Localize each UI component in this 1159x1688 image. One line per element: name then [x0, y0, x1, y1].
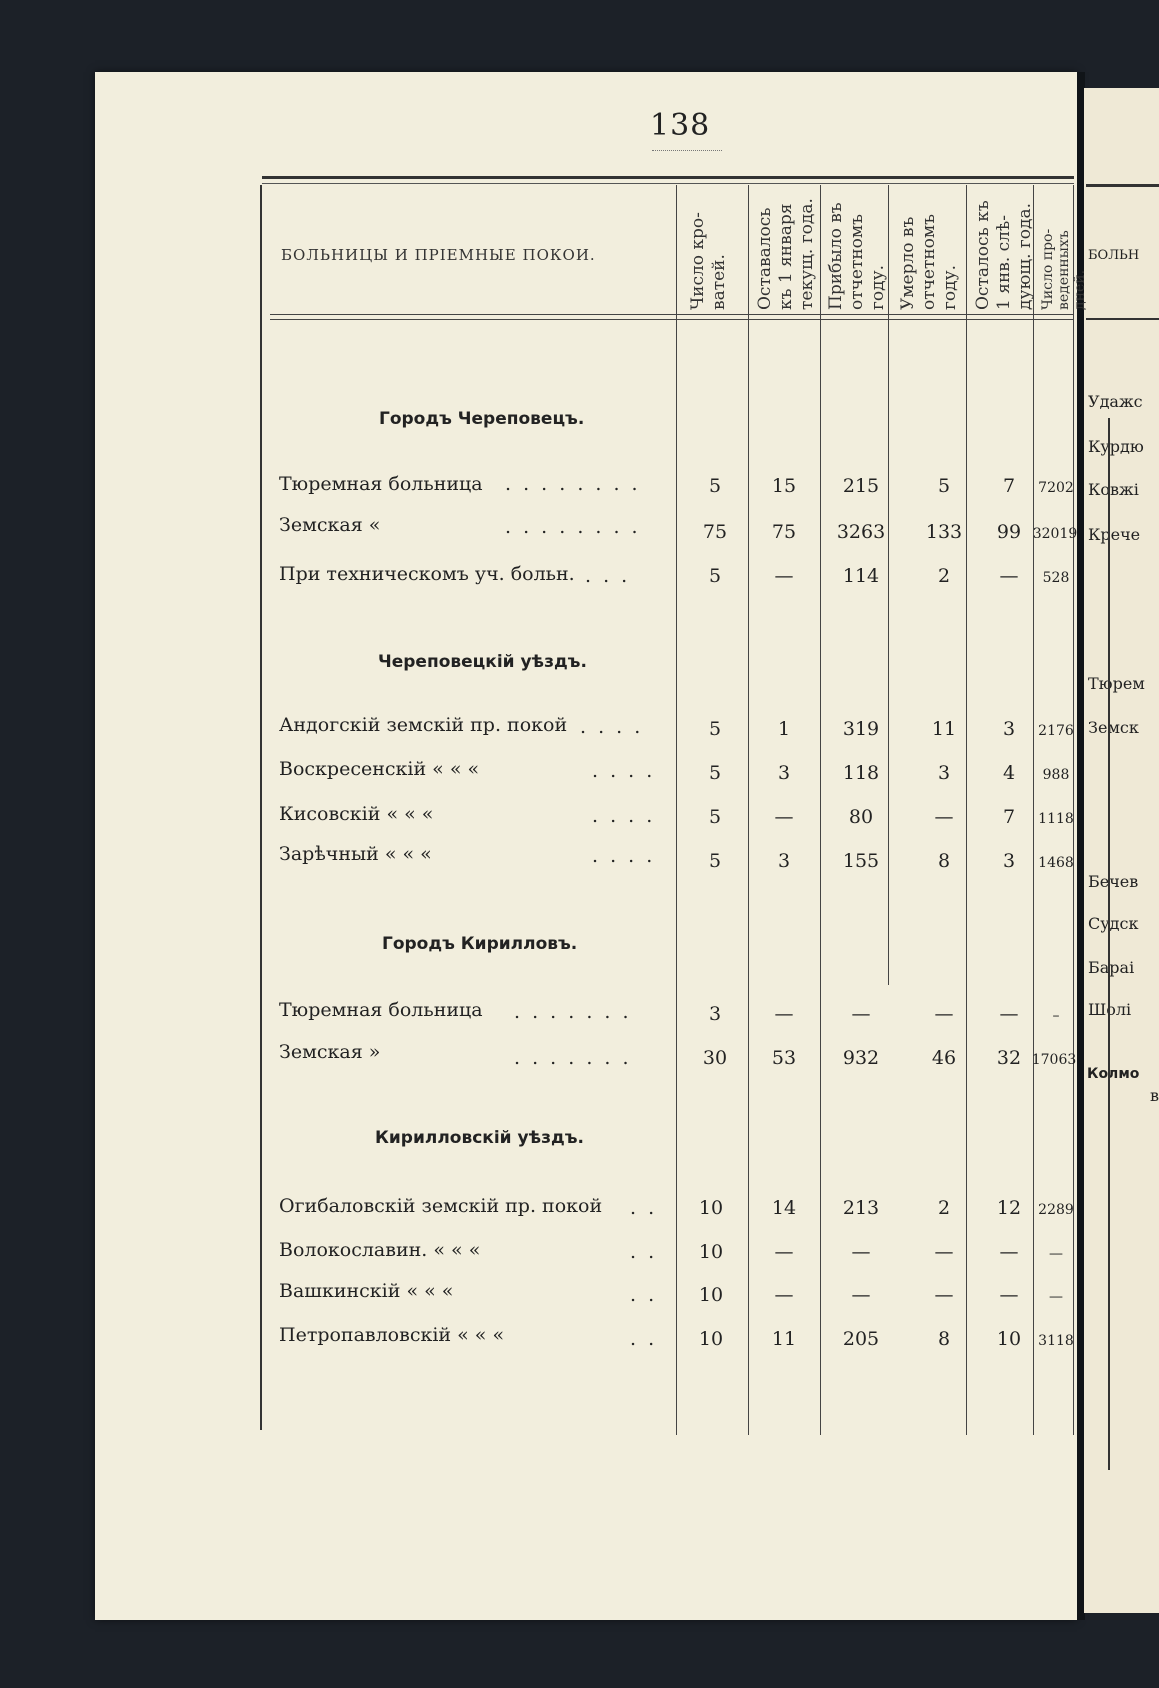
page-number-ornament [652, 147, 722, 151]
table-cell: 5 [708, 806, 722, 828]
table-cell: — [774, 806, 794, 828]
row-leader: . . . . . . . . [505, 516, 641, 538]
table-cell: 5 [708, 475, 722, 497]
facing-rule-head [1086, 318, 1159, 320]
table-cell: 1118 [1038, 811, 1074, 827]
table-cell: 75 [702, 521, 728, 543]
table-cell: 155 [842, 850, 880, 872]
row-label: Земская » [279, 1041, 381, 1063]
table-cell: — [934, 1241, 954, 1263]
row-label: Волокославин. « « « [279, 1239, 481, 1261]
table-cell: 2176 [1038, 723, 1074, 739]
table-cell: — [999, 1241, 1019, 1263]
table-cell: 4 [1002, 762, 1016, 784]
table-cell: 205 [842, 1328, 880, 1350]
table-cell: 114 [842, 565, 880, 587]
row-leader: . . . . . . . [514, 1001, 632, 1023]
table-cell: 80 [848, 806, 874, 828]
column-divider [748, 185, 749, 1435]
table-title: БОЛЬНИЦЫ И ПРІЕМНЫЕ ПОКОИ. [281, 246, 596, 264]
table-cell: 30 [702, 1047, 728, 1069]
table-cell: 3 [708, 1003, 722, 1025]
table-cell: — [774, 1284, 794, 1306]
table-cell: 15 [771, 475, 797, 497]
table-cell: 17063 [1031, 1052, 1077, 1068]
table-cell: 215 [842, 475, 880, 497]
table-cell: 2289 [1038, 1202, 1074, 1218]
table-cell: 528 [1042, 570, 1070, 586]
table-cell: 5 [708, 762, 722, 784]
table-cell: 3 [1002, 718, 1016, 740]
facing-row: Кречe [1088, 525, 1141, 544]
table-cell: 3 [937, 762, 951, 784]
facing-row: Бечев [1088, 872, 1139, 891]
table-cell: 12 [996, 1197, 1022, 1219]
table-header-rule-thin [270, 319, 1074, 320]
column-header: Осталось къ 1 янв. слѣ- дующ. года. [973, 200, 1035, 310]
table-cell: 3263 [836, 521, 886, 543]
table-cell: 3 [1002, 850, 1016, 872]
table-cell: 5 [708, 565, 722, 587]
row-leader: . . . . . . . . [505, 473, 641, 495]
row-leader: . . . [585, 565, 631, 587]
table-cell: — [934, 1284, 954, 1306]
table-cell: — [999, 565, 1019, 587]
table-cell: 7202 [1038, 480, 1074, 496]
table-cell: 5 [708, 850, 722, 872]
table-cell: 5 [708, 718, 722, 740]
table-cell: 10 [996, 1328, 1022, 1350]
table-cell: 2 [937, 565, 951, 587]
facing-row: Колмо [1087, 1066, 1140, 1082]
table-top-rule-thin [262, 183, 1074, 184]
table-cell: 10 [698, 1284, 724, 1306]
row-label: Тюремная больница [279, 473, 483, 495]
table-header-rule [270, 314, 1074, 315]
table-cell: — [851, 1284, 871, 1306]
row-leader: . . . . [592, 805, 656, 827]
table-cell: 118 [842, 762, 880, 784]
facing-row: в [1150, 1086, 1159, 1105]
table-cell: 11 [931, 718, 957, 740]
column-header: Число кро- ватей. [688, 212, 729, 310]
row-leader: . . . . [592, 760, 656, 782]
row-label: Воскресенскій « « « [279, 758, 480, 780]
facing-header: БОЛЬН [1088, 248, 1140, 263]
row-label: Петропавловскій « « « [279, 1324, 505, 1346]
row-leader: . . . . . . . [514, 1047, 632, 1069]
table-cell: 3 [777, 850, 791, 872]
row-leader: . . [630, 1241, 658, 1263]
row-label: Земская « [279, 514, 381, 536]
column-header: Прибыло въ отчетномъ году. [826, 202, 888, 310]
table-cell: 5 [937, 475, 951, 497]
table-cell: 932 [842, 1047, 880, 1069]
facing-row: Шолі [1088, 1000, 1132, 1019]
table-left-bar [260, 185, 262, 1430]
table-cell: 213 [842, 1197, 880, 1219]
column-header: Умерло въ отчетномъ году. [898, 214, 960, 310]
column-header: Число про- веденныхъ дней. [1040, 228, 1088, 310]
row-leader: . . . . [592, 845, 656, 867]
table-cell: 133 [925, 521, 963, 543]
page-number: 138 [650, 108, 711, 143]
facing-row: Земск [1088, 718, 1139, 737]
table-cell: 8 [937, 850, 951, 872]
facing-row: Тюрем [1088, 674, 1145, 693]
facing-row: Курдю [1088, 437, 1144, 456]
table-cell: 99 [996, 521, 1022, 543]
table-cell: — [774, 1003, 794, 1025]
facing-page [1084, 88, 1159, 1613]
table-cell: 3 [777, 762, 791, 784]
section-title: Городъ Череповецъ. [379, 409, 585, 429]
facing-row: Судск [1088, 914, 1139, 933]
table-cell: — [999, 1284, 1019, 1306]
table-cell: 2 [937, 1197, 951, 1219]
facing-row: Ковжі [1088, 480, 1139, 499]
table-cell: 988 [1042, 767, 1070, 783]
table-cell: — [851, 1241, 871, 1263]
table-cell: 10 [698, 1328, 724, 1350]
table-cell: — [934, 1003, 954, 1025]
table-cell: 11 [771, 1328, 797, 1350]
table-cell: – [1052, 1008, 1060, 1024]
table-cell: 10 [698, 1197, 724, 1219]
table-cell: 3118 [1038, 1333, 1074, 1349]
facing-left-bar [1108, 418, 1110, 1470]
section-title: Кирилловскій уѣздъ. [375, 1128, 584, 1148]
row-label: Андогскій земскій пр. покой [279, 714, 568, 736]
table-cell: 7 [1002, 806, 1016, 828]
table-cell: — [774, 1241, 794, 1263]
row-leader: . . [630, 1328, 658, 1350]
table-cell: 7 [1002, 475, 1016, 497]
row-leader: . . . . [580, 716, 644, 738]
table-cell: — [774, 565, 794, 587]
table-cell: — [934, 806, 954, 828]
column-header: Оставалось къ 1 января текущ. года. [755, 198, 817, 310]
table-cell: 32019 [1032, 526, 1078, 542]
row-label: При техническомъ уч. больн. [279, 563, 575, 585]
row-label: Тюремная больница [279, 999, 483, 1021]
table-cell: — [1049, 1246, 1063, 1262]
table-cell: 10 [698, 1241, 724, 1263]
row-leader: . . [630, 1197, 658, 1219]
table-cell: 46 [931, 1047, 957, 1069]
facing-row: Бараі [1088, 958, 1135, 977]
row-label: Зарѣчный « « « [279, 843, 432, 865]
column-divider [820, 185, 821, 1435]
table-cell: 1 [777, 718, 791, 740]
table-cell: 53 [771, 1047, 797, 1069]
facing-rule [1086, 184, 1159, 187]
table-cell: 8 [937, 1328, 951, 1350]
row-leader: . . [630, 1284, 658, 1306]
table-cell: — [851, 1003, 871, 1025]
table-cell: 319 [842, 718, 880, 740]
column-divider [676, 185, 677, 1435]
row-label: Огибаловскій земскій пр. покой [279, 1195, 603, 1217]
table-cell: 32 [996, 1047, 1022, 1069]
table-cell: — [999, 1003, 1019, 1025]
facing-row: Удажс [1088, 392, 1143, 411]
table-cell: — [1049, 1289, 1063, 1305]
table-cell: 14 [771, 1197, 797, 1219]
section-title: Череповецкій уѣздъ. [378, 652, 587, 672]
table-top-rule [262, 176, 1074, 179]
table-cell: 75 [771, 521, 797, 543]
table-cell: 1468 [1038, 855, 1074, 871]
row-label: Кисовскій « « « [279, 803, 434, 825]
section-title: Городъ Кирилловъ. [382, 934, 578, 954]
row-label: Вашкинскій « « « [279, 1280, 454, 1302]
